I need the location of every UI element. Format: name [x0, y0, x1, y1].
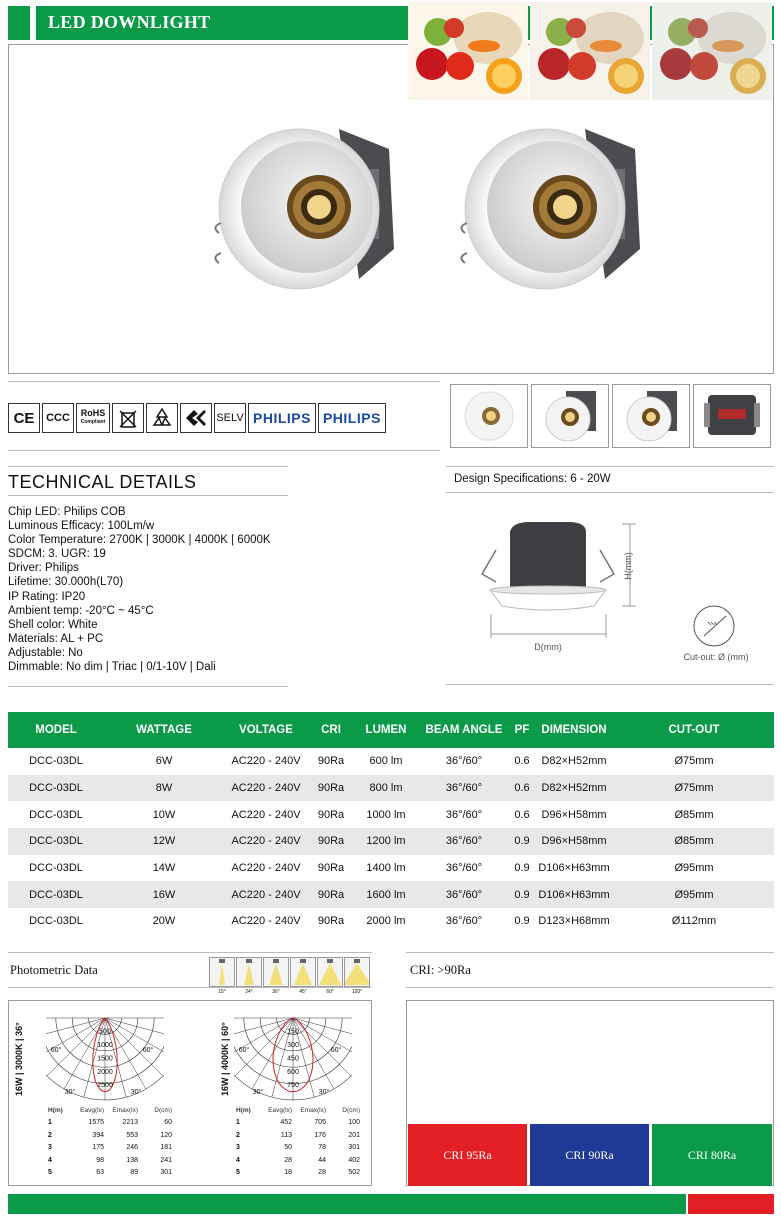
ring-label: 2000: [97, 1068, 113, 1076]
table-cell: 36°/60°: [445, 755, 483, 768]
fruit-photo-cri-90: [530, 2, 650, 100]
design-spec-title: Design Specifications: 6 - 20W: [454, 473, 611, 485]
spec-item: Luminous Efficacy: 100Lm/w: [8, 520, 155, 533]
table-cell: 301: [160, 1169, 172, 1177]
table-cell: Ø95mm: [614, 881, 774, 908]
angle-label: 60°: [142, 1047, 154, 1054]
table-cell: 1: [48, 1119, 52, 1127]
table-header-cell: Eavg(lx): [80, 1106, 104, 1114]
divider: [8, 450, 440, 451]
table-cell: 1000 lm: [366, 808, 406, 821]
table-cell: 0.9: [514, 862, 530, 875]
beam-angle-label: 24°: [245, 989, 253, 995]
table-cell: 120: [160, 1131, 172, 1139]
table-cell: 553: [126, 1131, 138, 1139]
ce-mark-icon: CE: [8, 403, 40, 433]
height-label: H(mm): [623, 552, 633, 580]
col-dimension: DIMENSION: [534, 712, 614, 748]
table-cell: 1: [236, 1119, 240, 1127]
beam-angle-label: 15°: [218, 989, 226, 995]
table-header-row: [46, 1104, 174, 1117]
table-row: [46, 1129, 174, 1142]
beam-angle-icon: [317, 957, 343, 995]
table-cell: 246: [126, 1144, 138, 1152]
polar-spoke: [105, 1018, 163, 1076]
table-cell: 2000 lm: [366, 915, 406, 928]
table-cell: DCC-03DL: [29, 808, 83, 821]
table-row: [234, 1167, 362, 1180]
table-cell: D106×H63mm: [534, 881, 614, 908]
spec-item: Materials: AL + PC: [8, 632, 104, 645]
spec-item: Lifetime: 30.000h(L70): [8, 576, 124, 589]
header-notch: [30, 6, 36, 40]
table-cell: 90Ra: [317, 915, 345, 928]
table-cell: 5: [48, 1169, 52, 1177]
table-cell: 12W: [104, 828, 224, 855]
table-cell: Ø85mm: [674, 808, 714, 821]
footer-green-bar: [8, 1194, 686, 1214]
fruit-photo-cri-80: [652, 2, 772, 100]
technical-details-title: TECHNICAL DETAILS: [8, 472, 197, 492]
table-cell: 113: [280, 1131, 292, 1139]
angle-label: 60°: [50, 1047, 62, 1054]
weee-bin-icon: [112, 403, 144, 433]
table-cell: 89: [130, 1169, 138, 1177]
angle-label: 30°: [64, 1089, 76, 1096]
table-cell: DCC-03DL: [29, 915, 83, 928]
table-cell: 50: [284, 1144, 292, 1152]
angle-label: 30°: [318, 1089, 330, 1096]
table-cell: DCC-03DL: [8, 828, 104, 855]
polar-spoke: [234, 1018, 293, 1039]
table-cell: 175: [92, 1144, 104, 1152]
table-cell: 0.9: [510, 828, 534, 855]
table-cell: 100: [348, 1119, 360, 1127]
table-cell: 90Ra: [308, 828, 354, 855]
rohs-compliant-icon: RoHS Compliant: [76, 403, 110, 433]
table-cell: 301: [348, 1144, 360, 1152]
table-cell: 90Ra: [308, 881, 354, 908]
ring-label: 300: [287, 1041, 299, 1049]
thumbnail-front[interactable]: [450, 384, 528, 448]
polar-spoke: [293, 1018, 351, 1076]
beam-angle-label: 60°: [326, 989, 334, 995]
table-cell: 1600 lm: [354, 881, 418, 908]
table-cell: 4: [236, 1156, 240, 1164]
table-header-cell: H(m): [48, 1106, 63, 1114]
table-cell: D106×H63mm: [538, 862, 610, 875]
cri-95-swatch: CRI 95Ra: [408, 1124, 527, 1186]
table-cell: 16W: [104, 881, 224, 908]
table-cell: 36°/60°: [445, 862, 483, 875]
divider: [8, 466, 288, 467]
table-row: [234, 1117, 362, 1130]
diameter-label: D(mm): [534, 642, 562, 652]
table-cell: AC220 - 240V: [224, 881, 308, 908]
ring-label: 450: [287, 1055, 299, 1063]
table-cell: DCC-03DL: [29, 862, 83, 875]
polar-chart-2: [234, 1012, 352, 1102]
table-row: [8, 855, 774, 882]
table-cell: 600 lm: [369, 755, 403, 768]
table-cell: D96×H58mm: [534, 828, 614, 855]
table-cell: 1200 lm: [354, 828, 418, 855]
table-cell: Ø85mm: [614, 828, 774, 855]
table-row: [8, 908, 774, 935]
table-header-row: [234, 1104, 362, 1117]
table-cell: Ø75mm: [674, 755, 714, 768]
ring-label: 1000: [97, 1041, 113, 1049]
ring-label: 150: [287, 1028, 299, 1036]
table-cell: 0.9: [514, 915, 530, 928]
table-cell: 452: [280, 1119, 292, 1127]
beam-angle-icon: [344, 957, 370, 995]
table-cell: 36°/60°: [445, 915, 483, 928]
table-header-cell: H(m): [236, 1106, 251, 1114]
beam-angle-icon: [209, 957, 235, 995]
table-cell: Ø112mm: [671, 915, 717, 928]
table-row: [8, 828, 774, 855]
photometric-chart-2-label: 16W | 4000K | 60°: [220, 1022, 230, 1096]
table-cell: D82×H52mm: [534, 775, 614, 802]
table-row: [46, 1117, 174, 1130]
polar-chart-1: [46, 1012, 164, 1102]
table-cell: 10W: [152, 808, 176, 821]
photometric-chart-1-label: 16W | 3000K | 36°: [14, 1022, 24, 1096]
table-row: [8, 801, 774, 828]
col-lumen: LUMEN: [354, 712, 418, 748]
table-cell: 60: [164, 1119, 172, 1127]
table-cell: D96×H58mm: [541, 808, 607, 821]
table-header-cell: Emax(lx): [300, 1106, 326, 1114]
beam-angle-icon: [290, 957, 316, 995]
divider: [406, 952, 774, 953]
cri-90-swatch: CRI 90Ra: [530, 1124, 649, 1186]
table-cell: 2: [236, 1131, 240, 1139]
divider: [446, 684, 774, 685]
model-spec-table: [8, 712, 774, 935]
table-cell: 800 lm: [354, 775, 418, 802]
table-cell: AC220 - 240V: [231, 755, 301, 768]
table-row: [8, 775, 774, 802]
col-cutout: CUT-OUT: [614, 712, 774, 748]
downlight-right: [461, 129, 640, 289]
polar-spoke: [293, 1018, 352, 1059]
thumbnail-angle-1[interactable]: [531, 384, 609, 448]
table-cell: 1575: [88, 1119, 104, 1127]
table-cell: 90Ra: [317, 808, 345, 821]
downlight-left: [215, 129, 394, 289]
fruit-photo-cri-95: [408, 2, 528, 100]
col-cri: CRI: [308, 712, 354, 748]
table-row: [234, 1154, 362, 1167]
recycle-icon: [146, 403, 178, 433]
divider: [406, 987, 774, 988]
table-cell: Ø75mm: [614, 775, 774, 802]
table-cell: 1400 lm: [366, 862, 406, 875]
table-body: [8, 748, 774, 935]
table-cell: 44: [318, 1156, 326, 1164]
table-cell: 36°/60°: [418, 775, 510, 802]
dimension-diagram: [460, 510, 760, 680]
divider: [8, 495, 288, 496]
col-pf: PF: [510, 712, 534, 748]
table-cell: DCC-03DL: [8, 775, 104, 802]
photometric-table-2: [234, 1104, 362, 1179]
table-cell: 63: [96, 1169, 104, 1177]
beam-angle-label: 120°: [351, 989, 363, 995]
table-cell: 181: [160, 1144, 172, 1152]
cri-title: CRI: >90Ra: [410, 963, 471, 977]
table-row: [8, 881, 774, 908]
table-cell: 241: [160, 1156, 172, 1164]
col-model: MODEL: [8, 712, 104, 748]
page-title: LED DOWNLIGHT: [48, 12, 211, 32]
table-cell: 138: [126, 1156, 138, 1164]
ring-label: 1500: [97, 1055, 113, 1063]
ring-label: 600: [287, 1068, 299, 1076]
spec-item: Driver: Philips: [8, 562, 79, 575]
table-cell: 402: [348, 1156, 360, 1164]
table-cell: AC220 - 240V: [231, 862, 301, 875]
beam-angle-label: 36°: [272, 989, 280, 995]
table-row: [46, 1142, 174, 1155]
table-cell: 8W: [104, 775, 224, 802]
spec-item: Chip LED: Philips COB: [8, 506, 126, 518]
table-cell: 0.9: [510, 881, 534, 908]
spec-item: Dimmable: No dim | Triac | 0/1-10V | Dali: [8, 661, 216, 674]
polar-spoke: [293, 1018, 334, 1089]
table-header-cell: D(cm): [342, 1106, 360, 1114]
table-row: [46, 1154, 174, 1167]
table-cell: Ø95mm: [674, 862, 714, 875]
table-row: [8, 748, 774, 775]
table-cell: 90Ra: [317, 755, 345, 768]
table-header-row: [8, 712, 774, 748]
footer-red-bar: [688, 1194, 774, 1214]
table-cell: D123×H68mm: [538, 915, 610, 928]
divider: [8, 952, 372, 953]
philips-logo: PHILIPS: [248, 403, 316, 433]
divider: [8, 381, 440, 382]
table-cell: DCC-03DL: [8, 881, 104, 908]
table-cell: 90Ra: [317, 862, 345, 875]
angle-label: 60°: [330, 1047, 342, 1054]
table-cell: 78: [318, 1144, 326, 1152]
beam-angle-icon: [236, 957, 262, 995]
table-cell: 2213: [122, 1119, 138, 1127]
table-cell: 394: [92, 1131, 104, 1139]
table-cell: 98: [96, 1156, 104, 1164]
table-cell: 28: [284, 1156, 292, 1164]
cutout-label: Cut-out: Ø (mm): [683, 652, 749, 662]
table-cell: DCC-03DL: [29, 755, 83, 768]
table-cell: 6W: [155, 755, 173, 768]
product-thumbnails: [450, 384, 771, 448]
table-cell: 5: [236, 1169, 240, 1177]
table-cell: 18: [284, 1169, 292, 1177]
certification-icons: [8, 403, 386, 433]
table-cell: 0.6: [514, 808, 530, 821]
table-cell: 2: [48, 1131, 52, 1139]
ring-label: 2500: [97, 1082, 113, 1090]
spec-item: SDCM: 3. UGR: 19: [8, 548, 106, 561]
ring-label: 750: [287, 1082, 299, 1090]
table-cell: D82×H52mm: [541, 755, 607, 768]
table-cell: AC220 - 240V: [231, 808, 301, 821]
polar-spoke: [293, 1018, 352, 1039]
table-cell: 20W: [152, 915, 176, 928]
table-cell: 3: [236, 1144, 240, 1152]
table-row: [234, 1129, 362, 1142]
table-cell: 36°/60°: [445, 808, 483, 821]
spec-item: Shell color: White: [8, 618, 98, 631]
divider: [446, 466, 774, 467]
philips-logo: PHILIPS: [318, 403, 386, 433]
spec-item: Ambient temp: -20°C ~ 45°C: [8, 604, 154, 617]
divider: [446, 492, 774, 493]
table-cell: 36°/60°: [418, 881, 510, 908]
fast-mark-icon: [180, 403, 212, 433]
cri-80-swatch: CRI 80Ra: [652, 1124, 772, 1186]
table-cell: AC220 - 240V: [231, 915, 301, 928]
spec-item: IP Rating: IP20: [8, 590, 86, 603]
photometric-table-1: [46, 1104, 174, 1179]
beam-angle-label: 45°: [299, 989, 307, 995]
table-cell: 36°/60°: [418, 828, 510, 855]
table-cell: 3: [48, 1144, 52, 1152]
angle-label: 30°: [252, 1089, 264, 1096]
photometric-title: Photometric Data: [10, 963, 98, 977]
angle-label: 60°: [238, 1047, 250, 1054]
beam-angle-icons: [209, 957, 370, 995]
col-beam-angle: BEAM ANGLE: [418, 712, 510, 748]
table-header-cell: Emax(lx): [112, 1106, 138, 1114]
spec-item: Color Temperature: 2700K | 3000K | 4000K | 6000K: [8, 534, 271, 547]
col-voltage: VOLTAGE: [224, 712, 308, 748]
col-wattage: WATTAGE: [104, 712, 224, 748]
table-cell: 0.6: [514, 755, 530, 768]
selv-mark-icon: SELV: [214, 403, 246, 433]
table-header-cell: D(cm): [154, 1106, 172, 1114]
beam-angle-icon: [263, 957, 289, 995]
table-cell: 176: [314, 1131, 326, 1139]
divider: [8, 686, 288, 687]
ring-label: 500: [99, 1028, 111, 1036]
thumbnail-angle-2[interactable]: [612, 384, 690, 448]
divider: [8, 987, 372, 988]
table-cell: 201: [348, 1131, 360, 1139]
ccc-mark-icon: CCC: [42, 403, 74, 433]
table-cell: 28: [318, 1169, 326, 1177]
table-row: [234, 1142, 362, 1155]
technical-spec-list: [8, 505, 271, 674]
table-cell: 0.6: [510, 775, 534, 802]
table-row: [46, 1167, 174, 1180]
table-cell: 705: [314, 1119, 326, 1127]
table-cell: 4: [48, 1156, 52, 1164]
table-cell: 14W: [152, 862, 176, 875]
table-cell: AC220 - 240V: [224, 828, 308, 855]
table-cell: 502: [348, 1169, 360, 1177]
table-cell: 90Ra: [308, 775, 354, 802]
table-cell: AC220 - 240V: [224, 775, 308, 802]
thumbnail-back[interactable]: [693, 384, 771, 448]
spec-item: Adjustable: No: [8, 646, 83, 659]
angle-label: 30°: [130, 1089, 142, 1096]
table-header-cell: Eavg(lx): [268, 1106, 292, 1114]
